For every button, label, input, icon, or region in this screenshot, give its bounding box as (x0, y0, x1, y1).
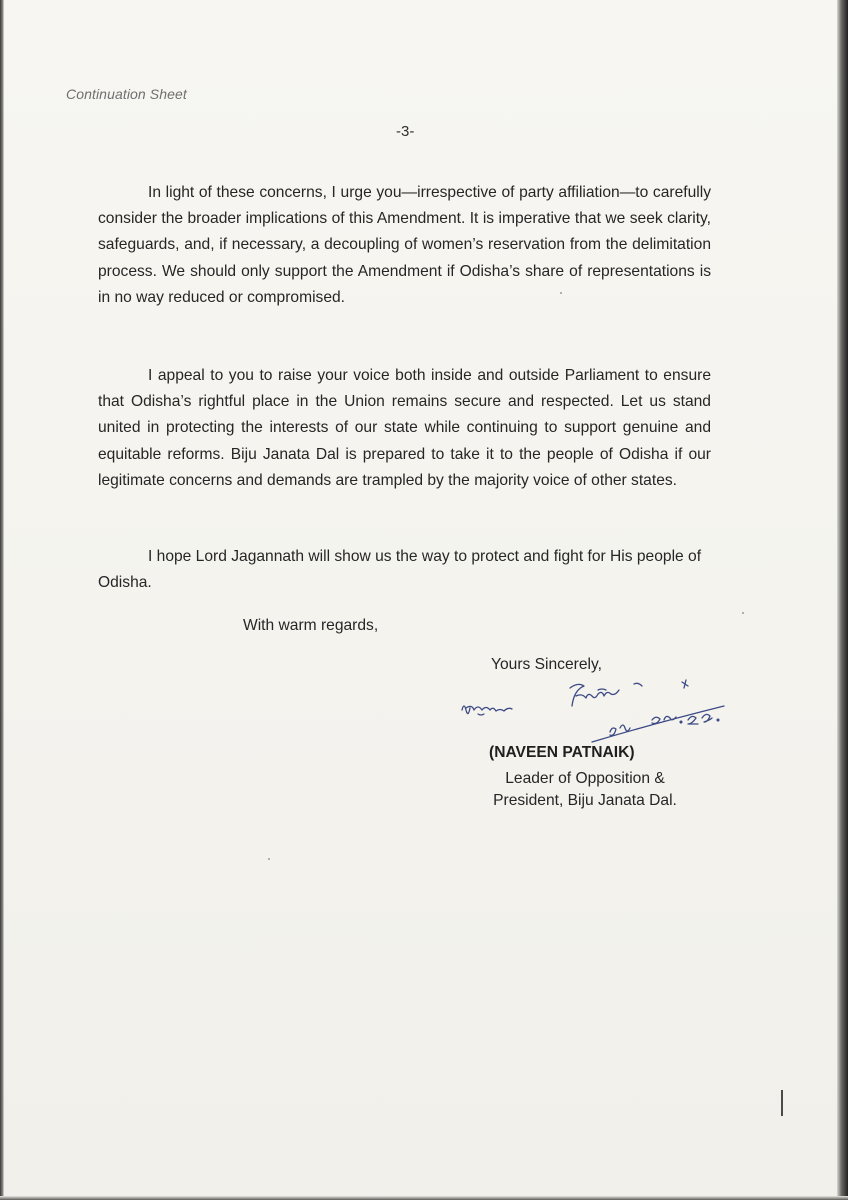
body-paragraph: I appeal to you to raise your voice both inside and outside Parliament to ensure that Odisha’s rightful place in the Union remains secure and respected. Let us stand united in protecting the interests of our state while continuing to support genuine and equitable reforms. Biju Janata Dal is prepared to take it to the people of Odisha if our legitimate concerns and demands are trampled by the majority voice of other states. (98, 367, 711, 489)
signer-title-line: Leader of Opposition & (505, 770, 665, 787)
scan-speck (742, 612, 744, 614)
signer-name: (NAVEEN PATNAIK) (489, 744, 635, 761)
handwritten-signature (452, 662, 752, 754)
signer-title (474, 768, 696, 811)
closing-regards: With warm regards, (243, 617, 379, 634)
margin-mark (781, 1090, 783, 1116)
scan-edge-bottom (0, 1196, 848, 1200)
signer-title-line: President, Biju Janata Dal. (493, 791, 677, 809)
scan-edge-right (837, 0, 848, 1200)
page-number: -3- (396, 123, 415, 140)
scan-speck (560, 292, 562, 294)
body-paragraph: In light of these concerns, I urge you—irrespective of party affiliation—to carefully consider the broader implications of this Amendment. It is imperative that we seek clarity, safeguards, and, if necessary, a decoupling of women’s reservation from the delimitation process. We should only support the Amendment if Odisha’s share of representations is in no way reduced or compromised. (98, 184, 711, 306)
continuation-sheet-label: Continuation Sheet (66, 86, 187, 102)
scan-speck (268, 858, 270, 860)
scan-edge-left (0, 0, 4, 1200)
body-paragraph: I hope Lord Jagannath will show us the way to protect and fight for His people of Odisha. (98, 548, 702, 592)
sign-off: Yours Sincerely, (491, 656, 602, 673)
